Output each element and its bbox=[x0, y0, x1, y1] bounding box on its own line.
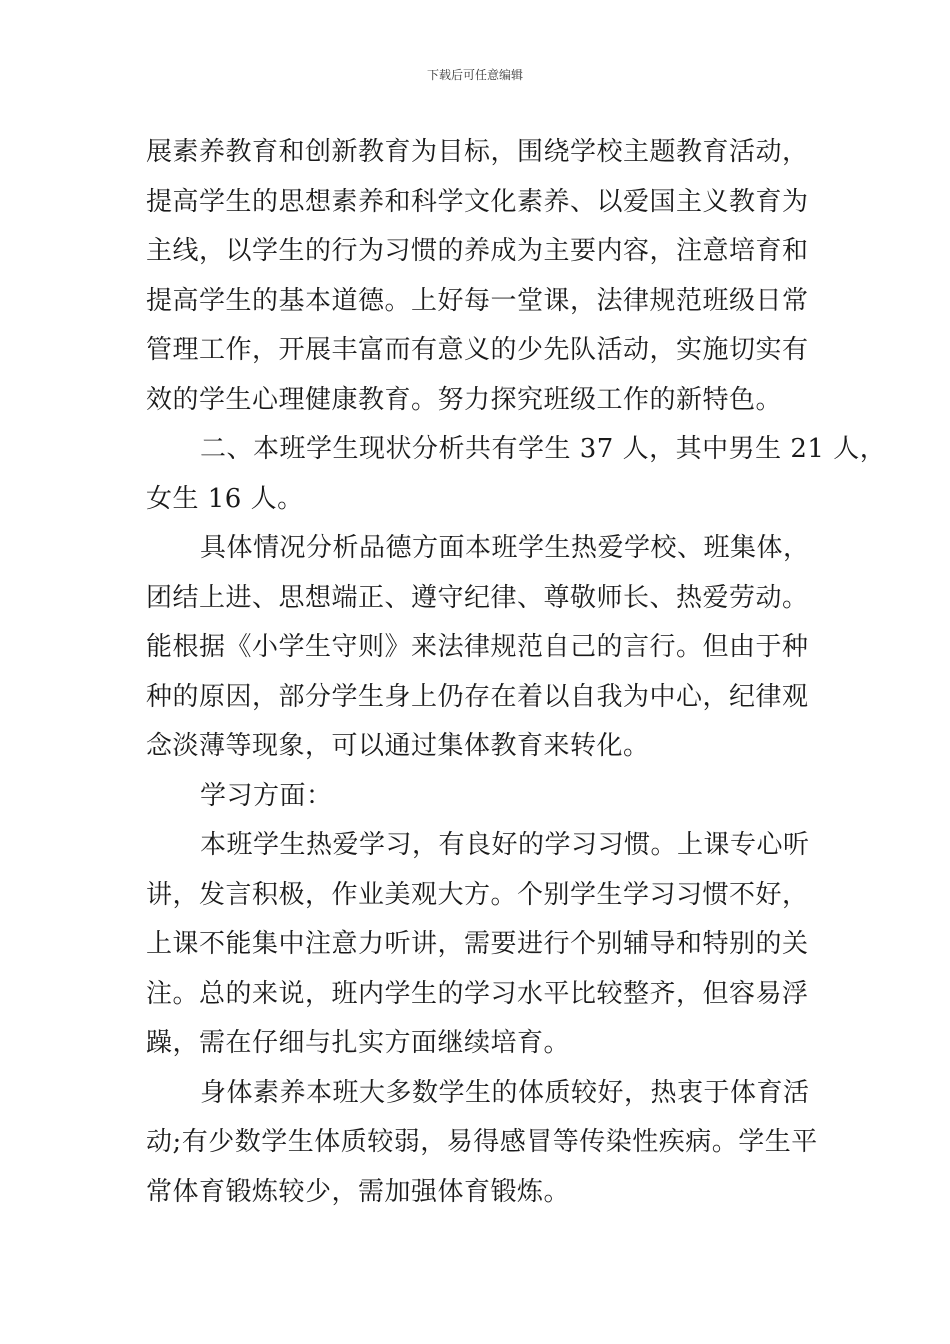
text-line: 二、本班学生现状分析共有学生 37 人，其中男生 21 人， bbox=[200, 434, 887, 464]
text-line: 念淡薄等现象，可以通过集体教育来转化。 bbox=[146, 731, 650, 761]
text-line: 讲，发言积极，作业美观大方。个别学生学习习惯不好， bbox=[146, 879, 809, 910]
text-line: 本班学生热爱学习，有良好的学习习惯。上课专心听 bbox=[200, 830, 810, 860]
text-line: 主线，以学生的行为习惯的养成为主要内容，注意培育和 bbox=[146, 236, 809, 266]
text-line: 动;有少数学生体质较弱，易得感冒等传染性疾病。学生平 bbox=[146, 1127, 818, 1157]
text-line: 躁，需在仔细与扎实方面继续培育。 bbox=[146, 1028, 571, 1058]
text-line: 效的学生心理健康教育。努力探究班级工作的新特色。 bbox=[146, 384, 783, 415]
text-line: 女生 16 人。 bbox=[146, 483, 304, 514]
text-line: 具体情况分析品德方面本班学生热爱学校、班集体， bbox=[200, 533, 810, 563]
text-line: 提高学生的基本道德。上好每一堂课，法律规范班级日常 bbox=[146, 285, 809, 316]
page-header: 下载后可任意编辑 bbox=[426, 68, 523, 82]
text-line: 提高学生的思想素养和科学文化素养、以爱国主义教育为 bbox=[146, 186, 809, 217]
document-body bbox=[146, 128, 887, 1217]
text-line: 上课不能集中注意力听讲，需要进行个别辅导和特别的关 bbox=[146, 929, 809, 959]
text-line: 团结上进、思想端正、遵守纪律、尊敬师长、热爱劳动。 bbox=[146, 582, 809, 613]
text-line: 管理工作，开展丰富而有意义的少先队活动，实施切实有 bbox=[146, 335, 809, 365]
text-line: 常体育锻炼较少，需加强体育锻炼。 bbox=[146, 1176, 571, 1207]
text-line: 展素养教育和创新教育为目标，围绕学校主题教育活动， bbox=[146, 137, 809, 167]
text-line: 学习方面： bbox=[200, 780, 333, 811]
text-line: 身体素养本班大多数学生的体质较好，热衷于体育活 bbox=[200, 1077, 810, 1108]
text-line: 能根据《小学生守则》来法律规范自己的言行。但由于种 bbox=[146, 632, 809, 662]
text-line: 种的原因，部分学生身上仍存在着以自我为中心，纪律观 bbox=[146, 681, 809, 712]
text-line: 注。总的来说，班内学生的学习水平比较整齐，但容易浮 bbox=[146, 978, 809, 1009]
